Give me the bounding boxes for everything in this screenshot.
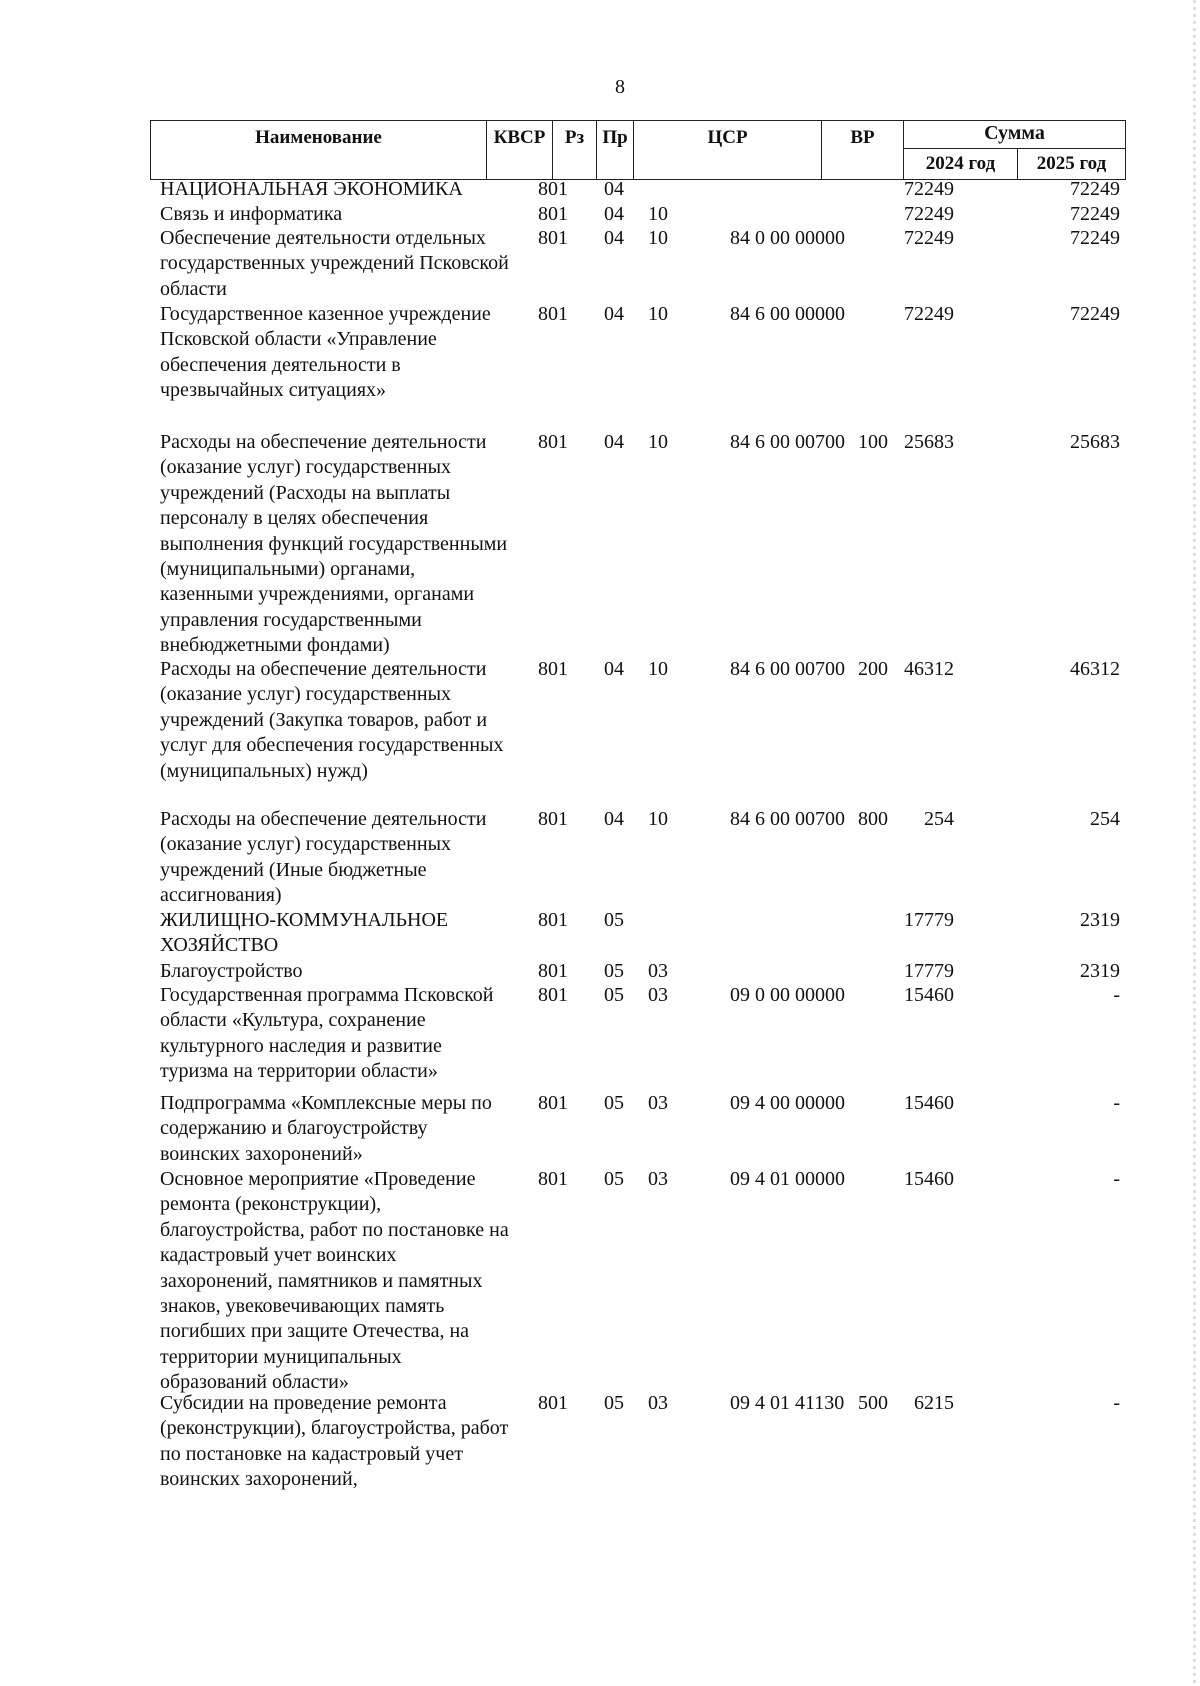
header-vr: ВР bbox=[821, 121, 903, 179]
cell-rz: 05 bbox=[604, 960, 624, 982]
cell-y2025: 25683 bbox=[1070, 431, 1120, 453]
cell-kvsr: 801 bbox=[538, 303, 568, 325]
cell-y2024: 254 bbox=[924, 808, 954, 830]
header-pr: Пр bbox=[596, 121, 633, 179]
cell-y2025: 2319 bbox=[1080, 960, 1120, 982]
cell-y2024: 17779 bbox=[904, 909, 954, 931]
cell-csr: 09 4 00 00000 bbox=[730, 1092, 845, 1114]
cell-rz: 05 bbox=[604, 909, 624, 931]
cell-kvsr: 801 bbox=[538, 984, 568, 1006]
header-csr: ЦСР bbox=[633, 121, 821, 179]
cell-rz: 05 bbox=[604, 1168, 624, 1190]
cell-name: Связь и информатика bbox=[160, 203, 343, 225]
cell-pr: 03 bbox=[648, 984, 668, 1006]
cell-y2025: - bbox=[1113, 1168, 1120, 1190]
cell-csr: 84 6 00 00700 bbox=[730, 808, 845, 830]
cell-csr: 09 0 00 00000 bbox=[730, 984, 845, 1006]
cell-csr: 84 6 00 00700 bbox=[730, 658, 845, 680]
cell-y2025: 46312 bbox=[1070, 658, 1120, 680]
cell-name: Государственная программа Псковской области «Культура, сохранение культурного наследия и развитие туризма на территории области» bbox=[160, 984, 494, 1083]
cell-kvsr: 801 bbox=[538, 1092, 568, 1114]
cell-rz: 04 bbox=[604, 227, 624, 249]
cell-csr: 84 6 00 00700 bbox=[730, 431, 845, 453]
cell-y2024: 25683 bbox=[904, 431, 954, 453]
cell-rz: 04 bbox=[604, 178, 624, 200]
cell-kvsr: 801 bbox=[538, 203, 568, 225]
cell-rz: 04 bbox=[604, 203, 624, 225]
cell-pr: 10 bbox=[648, 808, 668, 830]
cell-y2025: - bbox=[1113, 1092, 1120, 1114]
cell-y2024: 72249 bbox=[904, 178, 954, 200]
cell-pr: 03 bbox=[648, 1392, 668, 1414]
header-sum: Сумма bbox=[903, 121, 1125, 149]
page-number: 8 bbox=[615, 76, 625, 98]
cell-vr: 800 bbox=[858, 808, 888, 830]
cell-kvsr: 801 bbox=[538, 960, 568, 982]
cell-kvsr: 801 bbox=[538, 808, 568, 830]
cell-kvsr: 801 bbox=[538, 1392, 568, 1414]
cell-rz: 04 bbox=[604, 658, 624, 680]
cell-y2024: 15460 bbox=[904, 1092, 954, 1114]
cell-pr: 10 bbox=[648, 431, 668, 453]
cell-csr: 84 6 00 00000 bbox=[730, 303, 845, 325]
cell-pr: 10 bbox=[648, 227, 668, 249]
cell-kvsr: 801 bbox=[538, 431, 568, 453]
cell-y2025: 254 bbox=[1090, 808, 1120, 830]
cell-kvsr: 801 bbox=[538, 1168, 568, 1190]
cell-kvsr: 801 bbox=[538, 178, 568, 200]
cell-pr: 03 bbox=[648, 1168, 668, 1190]
cell-y2025: 72249 bbox=[1070, 178, 1120, 200]
cell-vr: 200 bbox=[858, 658, 888, 680]
cell-y2025: 72249 bbox=[1070, 227, 1120, 249]
cell-name: НАЦИОНАЛЬНАЯ ЭКОНОМИКА bbox=[160, 178, 463, 200]
cell-name: Благоустройство bbox=[160, 960, 303, 982]
table-header bbox=[150, 120, 1126, 180]
cell-csr: 84 0 00 00000 bbox=[730, 227, 845, 249]
cell-vr: 100 bbox=[858, 431, 888, 453]
cell-csr: 09 4 01 41130 bbox=[730, 1392, 845, 1414]
cell-rz: 04 bbox=[604, 431, 624, 453]
header-name: Наименование bbox=[255, 127, 382, 148]
cell-rz: 04 bbox=[604, 303, 624, 325]
cell-name: Подпрограмма «Комплексные меры по содержанию и благоустройству воинских захоронений» bbox=[160, 1092, 492, 1165]
cell-y2024: 15460 bbox=[904, 984, 954, 1006]
cell-name: Обеспечение деятельности отдельных государственных учреждений Псковской области bbox=[160, 227, 509, 300]
cell-csr: 09 4 01 00000 bbox=[730, 1168, 845, 1190]
cell-y2024: 72249 bbox=[904, 303, 954, 325]
header-year-2024: 2024 год bbox=[903, 149, 1017, 179]
cell-y2024: 72249 bbox=[904, 227, 954, 249]
cell-y2025: 72249 bbox=[1070, 203, 1120, 225]
cell-y2025: - bbox=[1113, 984, 1120, 1006]
cell-name: Расходы на обеспечение деятельности (оказание услуг) государственных учреждений (Иные бюджетные ассигнования) bbox=[160, 808, 487, 907]
cell-y2024: 6215 bbox=[914, 1392, 954, 1414]
cell-name: Расходы на обеспечение деятельности (оказание услуг) государственных учреждений (Расходы на выплаты персоналу в целях обеспечения выполнения функций государственными (муниципальными) органами, казенными учреждениями, органами управления государственными внебюджетными фондами) bbox=[160, 431, 508, 657]
cell-name: Основное мероприятие «Проведение ремонта (реконструкции), благоустройства, работ по постановке на кадастровый учет воинских захоронений, памятников и памятных знаков, увековечивающих память погибших при защите Отечества, на территории муниципальных образований области» bbox=[160, 1168, 509, 1394]
cell-name: Субсидии на проведение ремонта (реконструкции), благоустройства, работ по постановке на кадастровый учет воинских захоронений, bbox=[160, 1392, 509, 1491]
cell-y2024: 17779 bbox=[904, 960, 954, 982]
cell-y2024: 72249 bbox=[904, 203, 954, 225]
cell-y2025: 2319 bbox=[1080, 909, 1120, 931]
cell-kvsr: 801 bbox=[538, 909, 568, 931]
cell-vr: 500 bbox=[858, 1392, 888, 1414]
cell-rz: 05 bbox=[604, 1092, 624, 1114]
scan-edge bbox=[1193, 0, 1196, 1686]
cell-name: ЖИЛИЩНО-КОММУНАЛЬНОЕ ХОЗЯЙСТВО bbox=[160, 909, 449, 957]
cell-y2025: - bbox=[1113, 1392, 1120, 1414]
cell-pr: 10 bbox=[648, 303, 668, 325]
header-kvsr: КВСР bbox=[486, 121, 552, 179]
cell-pr: 10 bbox=[648, 203, 668, 225]
cell-y2024: 15460 bbox=[904, 1168, 954, 1190]
cell-pr: 03 bbox=[648, 1092, 668, 1114]
cell-kvsr: 801 bbox=[538, 658, 568, 680]
cell-rz: 05 bbox=[604, 1392, 624, 1414]
cell-kvsr: 801 bbox=[538, 227, 568, 249]
cell-y2025: 72249 bbox=[1070, 303, 1120, 325]
cell-pr: 03 bbox=[648, 960, 668, 982]
cell-y2024: 46312 bbox=[904, 658, 954, 680]
cell-rz: 05 bbox=[604, 984, 624, 1006]
header-year-2025: 2025 год bbox=[1017, 149, 1125, 179]
header-rz: Рз bbox=[552, 121, 596, 179]
cell-pr: 10 bbox=[648, 658, 668, 680]
cell-name: Расходы на обеспечение деятельности (оказание услуг) государственных учреждений (Закупка товаров, работ и услуг для обеспечения государственных (муниципальных) нужд) bbox=[160, 658, 504, 782]
cell-rz: 04 bbox=[604, 808, 624, 830]
cell-name: Государственное казенное учреждение Псковской области «Управление обеспечения деятельности в чрезвычайных ситуациях» bbox=[160, 303, 491, 402]
